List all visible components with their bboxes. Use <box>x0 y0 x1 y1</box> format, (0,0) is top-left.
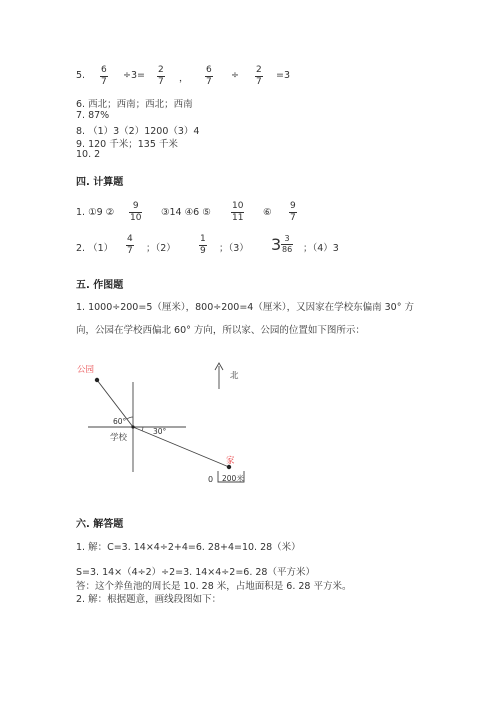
answer-line-9: 9. 120 千米；135 千米 <box>76 139 178 150</box>
q5-fraction-2: 2 7 <box>158 65 164 87</box>
drawing-answer-line-2: 向，公园在学校西偏北 60° 方向，所以家、公园的位置如下图所示： <box>76 325 365 336</box>
q5-op2: ÷ <box>231 70 239 81</box>
school-to-home-line <box>133 427 229 467</box>
answer-line-10: 10. 2 <box>76 149 101 160</box>
park-point <box>95 378 99 382</box>
angle-60-arc <box>127 417 133 419</box>
drawing-answer-line-1: 1. 1000÷200=5（厘米），800÷200=4（厘米），又因家在学校东偏南 30° 方 <box>76 302 414 313</box>
angle-30-arc <box>142 427 143 431</box>
calc-row-2-c: ；（3） <box>219 243 249 254</box>
calc-row-1-c: ⑥ <box>263 207 272 218</box>
calc-row-2-fraction-2: 1 9 <box>200 234 206 256</box>
solution-line-4: 2. 解：根据题意，画线段图如下： <box>76 594 222 605</box>
calc-row-2-b: ；（2） <box>146 243 176 254</box>
park-label: 公园 <box>77 365 95 375</box>
calc-row-1-b: ③14 ④6 ⑤ <box>161 207 211 218</box>
calc-row-2-fraction-1: 4 7 <box>127 234 133 256</box>
q5-fraction-1: 6 7 <box>101 65 107 87</box>
q5-fraction-3: 6 7 <box>206 65 212 87</box>
calc-row-1-fraction-1: 9 10 <box>130 201 142 223</box>
q5-tail: =3 <box>276 70 291 81</box>
calc-row-2-d: ；（4）3 <box>303 243 339 254</box>
calc-row-1-fraction-3: 9 7 <box>290 201 296 223</box>
scale-200m-label: 200米 <box>222 474 244 483</box>
home-label: 家 <box>226 456 235 466</box>
q5-fraction-4: 2 7 <box>256 65 262 87</box>
solution-line-1: 1. 解：C=3. 14×4÷2+4=6. 28+4=10. 28（米） <box>76 542 301 553</box>
calc-row-2-mixed-whole: 3 <box>271 235 282 254</box>
scale-zero-label: 0 <box>208 475 214 484</box>
angle-60-label: 60° <box>113 417 127 426</box>
angle-30-label: 30° <box>153 427 167 436</box>
school-point <box>131 425 134 428</box>
calc-row-1-fraction-2: 10 11 <box>232 201 244 223</box>
section-4-title: 四. 计算题 <box>76 177 124 188</box>
q5-label: 5. <box>76 70 86 81</box>
calc-row-2-fraction-3: 3 86 <box>282 234 293 254</box>
solution-line-2: S=3. 14×（4÷2）÷2=3. 14×4÷2=6. 28（平方米） <box>76 567 315 578</box>
solution-line-3: 答：这个养鱼池的周长是 10. 28 米，占地面积是 6. 28 平方米。 <box>76 581 352 592</box>
answer-line-7: 7. 87% <box>76 110 110 121</box>
section-5-title: 五. 作图题 <box>76 280 124 291</box>
q5-op1: ÷3= <box>123 70 145 81</box>
q5-separator: ， <box>179 73 189 84</box>
school-label: 学校 <box>110 433 128 443</box>
north-label: 北 <box>230 371 239 381</box>
answer-line-6: 6. 西北；西南；西北；西南 <box>76 99 193 110</box>
answer-line-8: 8. （1）3（2）1200（3）4 <box>76 126 200 137</box>
calc-row-2-a: 2. （1） <box>76 243 114 254</box>
section-6-title: 六. 解答题 <box>76 519 124 530</box>
calc-row-1-a: 1. ①9 ② <box>76 207 115 218</box>
